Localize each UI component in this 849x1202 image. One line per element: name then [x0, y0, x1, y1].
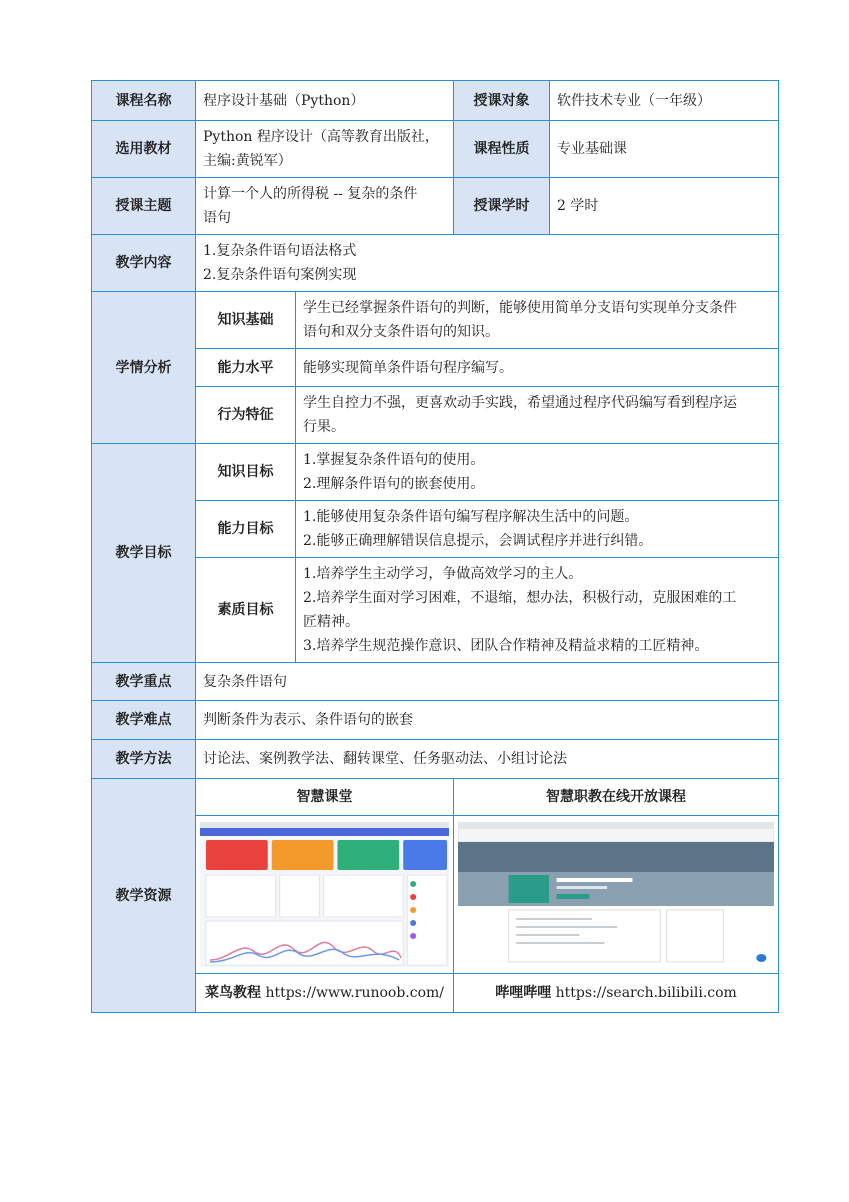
value-course-name: 程序设计基础（Python） — [196, 81, 454, 121]
knowledge-base-line-1: 学生已经掌握条件语句的判断，能够使用简单分支语句实现单分支条件 — [303, 300, 737, 316]
label-quality-goal: 素质目标 — [196, 558, 296, 663]
label-difficulties: 教学难点 — [92, 701, 196, 740]
label-textbook: 选用教材 — [92, 121, 196, 178]
goal-item: 2.培养学生面对学习困难，不退缩，想办法，积极行动，克服困难的工 — [303, 590, 737, 606]
label-topic: 授课主题 — [92, 178, 196, 235]
value-ability-level: 能够实现简单条件语句程序编写。 — [296, 349, 779, 387]
content-item: 2.复杂条件语句案例实现 — [203, 267, 357, 283]
label-analysis: 学情分析 — [92, 292, 196, 444]
resource-link-left-name: 菜鸟教程 — [205, 985, 261, 1001]
label-ability-level: 能力水平 — [196, 349, 296, 387]
resource-link-right-url[interactable]: https://search.bilibili.com — [555, 985, 737, 1001]
value-methods: 讨论法、案例教学法、翻转课堂、任务驱动法、小组讨论法 — [196, 740, 779, 779]
goal-item: 3.培养学生规范操作意识、团队合作精神及精益求精的工匠精神。 — [303, 638, 709, 654]
topic-line-2: 语句 — [203, 210, 231, 226]
label-content: 教学内容 — [92, 235, 196, 292]
online-course-screenshot-icon — [458, 822, 774, 967]
resource-link-right[interactable] — [454, 974, 779, 1013]
label-hours: 授课学时 — [454, 178, 550, 235]
resource-link-right-name: 哔哩哔哩 — [495, 985, 552, 1001]
resource-link-left-url[interactable]: https://www.runoob.com/ — [265, 985, 445, 1001]
label-audience: 授课对象 — [454, 81, 550, 121]
value-behavior — [296, 387, 779, 444]
resource-title-right: 智慧职教在线开放课程 — [454, 779, 779, 816]
label-key-points: 教学重点 — [92, 663, 196, 701]
content-item: 1.复杂条件语句语法格式 — [203, 243, 357, 259]
label-behavior: 行为特征 — [196, 387, 296, 444]
value-ability-goal — [296, 501, 779, 558]
knowledge-base-line-2: 语句和双分支条件语句的知识。 — [303, 324, 499, 340]
goal-item: 1.培养学生主动学习，争做高效学习的主人。 — [303, 566, 583, 582]
goal-item: 2.能够正确理解错误信息提示，会调试程序并进行纠错。 — [303, 533, 653, 549]
textbook-line-2: 主编:黄锐军） — [203, 153, 292, 169]
label-course-name: 课程名称 — [92, 81, 196, 121]
label-knowledge-base: 知识基础 — [196, 292, 296, 349]
label-knowledge-goal: 知识目标 — [196, 444, 296, 501]
goal-item: 1.能够使用复杂条件语句编写程序解决生活中的问题。 — [303, 509, 639, 525]
value-audience: 软件技术专业（一年级） — [550, 81, 779, 121]
smart-classroom-screenshot — [196, 816, 454, 974]
label-resources: 教学资源 — [92, 779, 196, 1013]
value-topic — [196, 178, 454, 235]
resource-link-left[interactable] — [196, 974, 454, 1013]
behavior-line-1: 学生自控力不强，更喜欢动手实践，希望通过程序代码编写看到程序运 — [303, 395, 737, 411]
value-knowledge-goal — [296, 444, 779, 501]
online-course-screenshot — [454, 816, 779, 974]
lesson-plan-table — [91, 80, 779, 1013]
value-knowledge-base — [296, 292, 779, 349]
label-methods: 教学方法 — [92, 740, 196, 779]
textbook-line-1: Python 程序设计（高等教育出版社， — [203, 129, 439, 145]
label-course-type: 课程性质 — [454, 121, 550, 178]
value-difficulties: 判断条件为表示、条件语句的嵌套 — [196, 701, 779, 740]
value-course-type: 专业基础课 — [550, 121, 779, 178]
label-ability-goal: 能力目标 — [196, 501, 296, 558]
value-key-points: 复杂条件语句 — [196, 663, 779, 701]
label-goals: 教学目标 — [92, 444, 196, 663]
topic-line-1: 计算一个人的所得税 -- 复杂的条件 — [203, 186, 418, 202]
value-hours: 2 学时 — [550, 178, 779, 235]
value-content — [196, 235, 779, 292]
goal-item: 2.理解条件语句的嵌套使用。 — [303, 476, 485, 492]
value-textbook — [196, 121, 454, 178]
goal-item: 1.掌握复杂条件语句的使用。 — [303, 452, 485, 468]
resource-title-left: 智慧课堂 — [196, 779, 454, 816]
smart-classroom-screenshot-icon — [200, 822, 449, 967]
goal-item: 匠精神。 — [303, 614, 359, 630]
value-quality-goal — [296, 558, 779, 663]
behavior-line-2: 行果。 — [303, 419, 345, 435]
